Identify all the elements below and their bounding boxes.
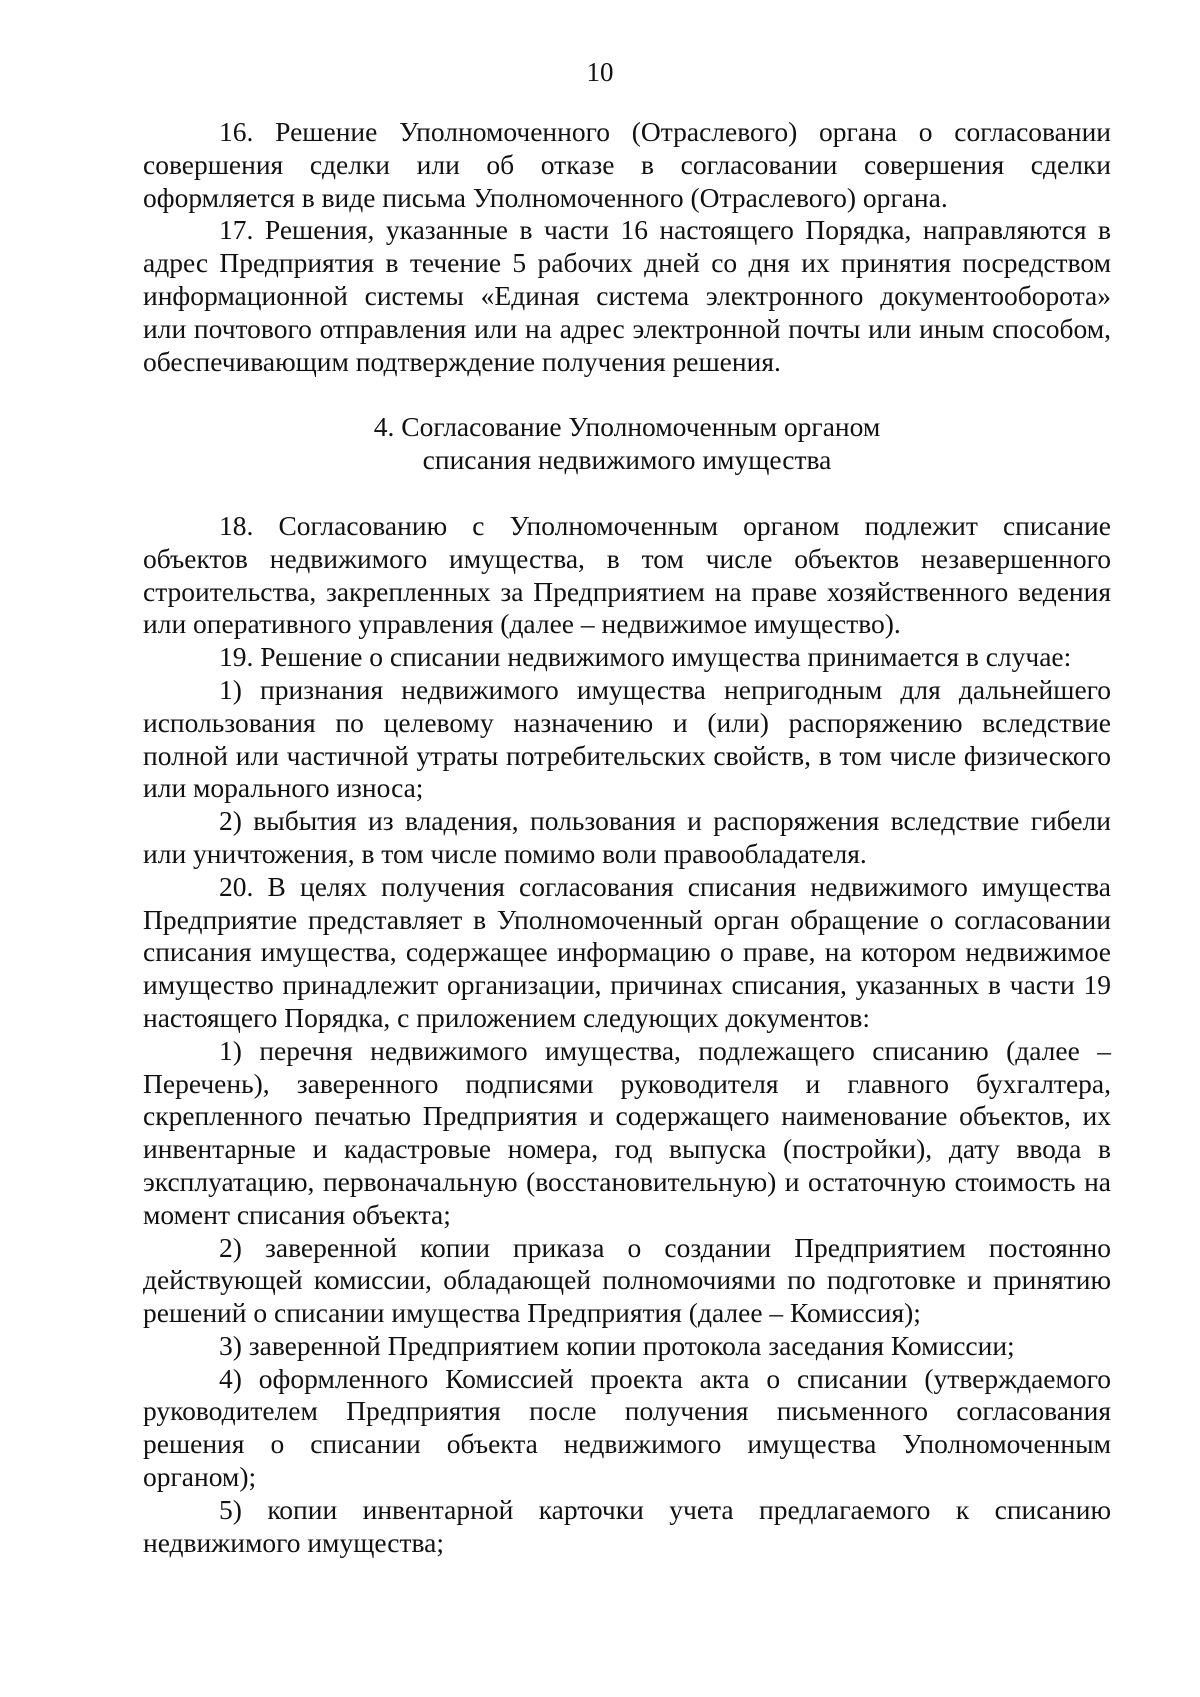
paragraph-20-item-2: 2) заверенной копии приказа о создании Предприятием постоянно действующей комиссии, обладающей полномочиями по подготовке и принятию решений о списании имущества Предприятия (далее – Комиссия);: [143, 1231, 1111, 1329]
paragraph-20-item-4: 4) оформленного Комиссией проекта акта о списании (утверждаемого руководителем Предприятия после получения письменного согласования решения о списании объекта недвижимого имущества Уполномоченным органом);: [143, 1362, 1111, 1493]
paragraph-19: 19. Решение о списании недвижимого имущества принимается в случае:: [219, 641, 1072, 673]
paragraph-20: 20. В целях получения согласования списания недвижимого имущества Предприятие представляет в Уполномоченный орган обращение о согласовании списания имущества, содержащее информацию о праве, на котором недвижимое имущество принадлежит организации, причинах списания, указанных в части 19 настоящего Порядка, с приложением следующих документов:: [143, 870, 1111, 1033]
section-heading-line-1: 4. Согласование Уполномоченным органом: [373, 411, 881, 443]
paragraph-19-item-1: 1) признания недвижимого имущества непригодным для дальнейшего использования по целевому назначению и (или) распоряжению вследствие полной или частичной утраты потребительских свойств, в том числе физического или морального износа;: [143, 673, 1111, 804]
section-heading-line-2: списания недвижимого имущества: [422, 444, 832, 476]
paragraph-19-item-2: 2) выбытия из владения, пользования и распоряжения вследствие гибели или уничтожения, в том числе помимо воли правообладателя.: [143, 805, 1111, 869]
paragraph-16: 16. Решение Уполномоченного (Отраслевого) органа о согласовании совершения сделки или об отказе в согласовании совершения сделки оформляется в виде письма Уполномоченного (Отраслевого) органа.: [143, 116, 1111, 213]
paragraph-20-item-3: 3) заверенной Предприятием копии протокола заседания Комиссии;: [219, 1329, 1015, 1361]
paragraph-18: 18. Согласованию с Уполномоченным органом подлежит списание объектов недвижимого имущества, в том числе объектов незавершенного строительства, закрепленных за Предприятием на праве хозяйственного ведения или оперативного управления (далее – недвижимое имущество).: [143, 509, 1111, 640]
paragraph-20-item-1: 1) перечня недвижимого имущества, подлежащего списанию (далее – Перечень), заверенного подписями руководителя и главного бухгалтера, скрепленного печатью Предприятия и содержащего наименование объектов, их инвентарные и кадастровые номера, год выпуска (постройки), дату ввода в эксплуатацию, первоначальную (восстановительную) и остаточную стоимость на момент списания объекта;: [143, 1034, 1111, 1230]
paragraph-17: 17. Решения, указанные в части 16 настоящего Порядка, направляются в адрес Предприятия в течение 5 рабочих дней со дня их принятия посредством информационной системы «Единая система электронного документооборота» или почтового отправления или на адрес электронной почты или иным способом, обеспечивающим подтверждение получения решения.: [143, 214, 1111, 377]
page-number: 10: [586, 57, 614, 87]
paragraph-20-item-5: 5) копии инвентарной карточки учета предлагаемого к списанию недвижимого имущества;: [143, 1493, 1111, 1558]
section-heading: [143, 411, 1111, 477]
document-body: [143, 116, 1111, 1559]
